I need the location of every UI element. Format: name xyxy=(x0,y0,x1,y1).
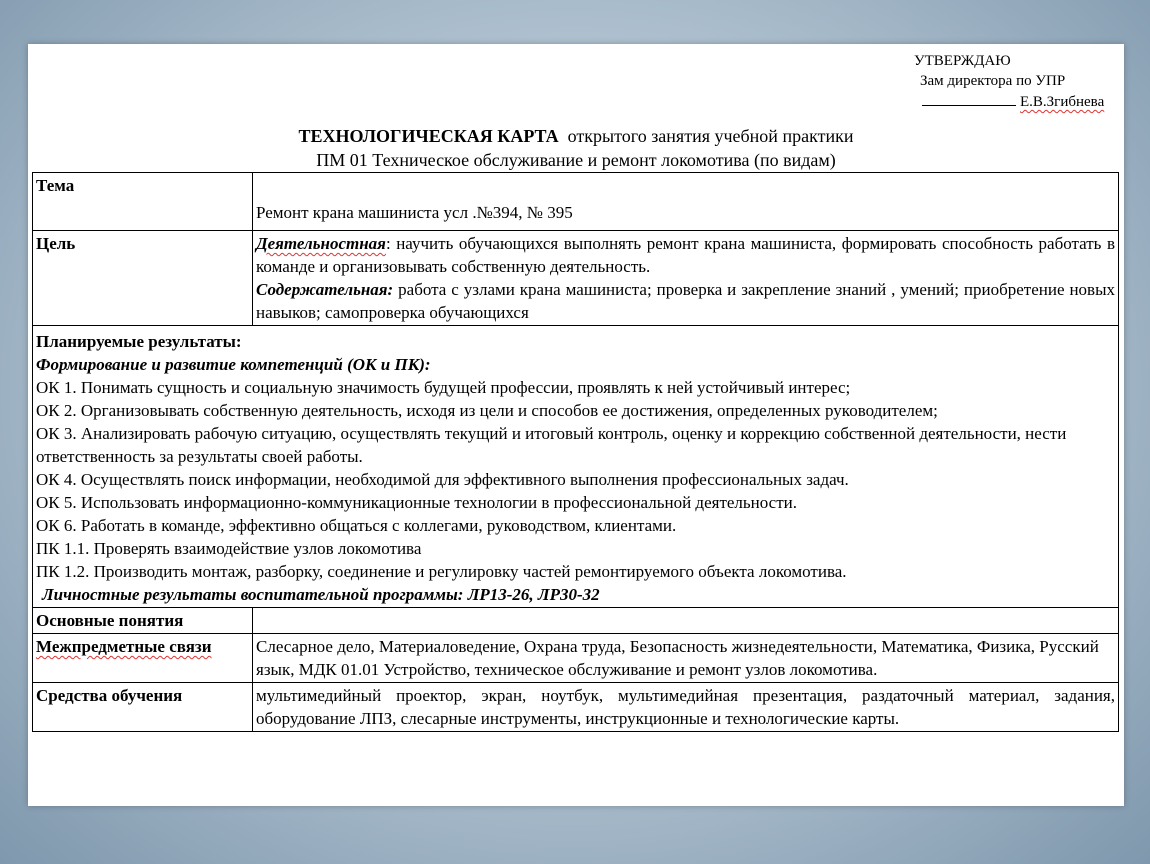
list-item: ОК 1. Понимать сущность и социальную значимость будущей профессии, проявлять к ней устойчивый интерес; xyxy=(36,378,851,397)
concepts-value xyxy=(253,608,1119,634)
goal-activity-text: : научить обучающихся выполнять ремонт крана машиниста, формировать способность работать в команде и организовывать собственную деятельность. xyxy=(256,234,1115,276)
interdisciplinary-value: Слесарное дело, Материаловедение, Охрана труда, Безопасность жизнедеятельности, Математика, Физика, Русский язык, МДК 01.01 Устройство, техническое обслуживание и ремонт узлов локомотива. xyxy=(253,634,1119,683)
interdisciplinary-label-text: Межпредметные связи xyxy=(36,637,212,656)
list-item: ОК 2. Организовывать собственную деятельность, исходя из цели и способов ее достижения, определенных руководителем; xyxy=(36,401,938,420)
interdisciplinary-label xyxy=(33,634,253,683)
list-item: ОК 6. Работать в команде, эффективно общаться с коллегами, руководством, клиентами. xyxy=(36,516,677,535)
personal-results: Личностные результаты воспитательной программы: ЛР13-26, ЛР30-32 xyxy=(42,585,600,604)
table-row xyxy=(33,683,1119,732)
table-row xyxy=(33,326,1119,608)
means-label: Средства обучения xyxy=(33,683,253,732)
approval-title: УТВЕРЖДАЮ xyxy=(914,53,1011,69)
table-row xyxy=(33,231,1119,326)
goal-label: Цель xyxy=(33,231,253,326)
list-item: ОК 5. Использовать информационно-коммуникационные технологии в профессиональной деятельности. xyxy=(36,493,797,512)
table-row xyxy=(33,173,1119,231)
table-row xyxy=(33,634,1119,683)
document-page xyxy=(28,44,1124,806)
title-bold: ТЕХНОЛОГИЧЕСКАЯ КАРТА xyxy=(298,126,559,146)
approval-position: Зам директора по УПР xyxy=(920,73,1066,89)
results-title: Планируемые результаты: xyxy=(36,332,242,351)
list-item: ОК 3. Анализировать рабочую ситуацию, осуществлять текущий и итоговый контроль, оценку и коррекцию собственной деятельности, нести ответственность за результаты своей работы. xyxy=(36,424,1067,466)
approval-signature-line xyxy=(914,91,1114,112)
topic-text: Ремонт крана машиниста усл .№394, № 395 xyxy=(256,203,573,222)
signature-line xyxy=(922,91,1016,106)
list-item: ПК 1.2. Производить монтаж, разборку, соединение и регулировку частей ремонтируемого объекта локомотива. xyxy=(36,562,847,581)
table-row xyxy=(33,608,1119,634)
list-item: ПК 1.1. Проверять взаимодействие узлов локомотива xyxy=(36,539,422,558)
results-cell xyxy=(33,326,1119,608)
list-item: ОК 4. Осуществлять поиск информации, необходимой для эффективного выполнения профессиональных задач. xyxy=(36,470,849,489)
goal-content-text: работа с узлами крана машиниста; проверка и закрепление знаний , умений; приобретение новых навыков; самопроверка обучающихся xyxy=(256,280,1115,322)
results-subtitle: Формирование и развитие компетенций (ОК и ПК): xyxy=(36,355,431,374)
goal-content-title: Содержательная: xyxy=(256,280,394,299)
tech-card-table xyxy=(32,172,1119,732)
means-value: мультимедийный проектор, экран, ноутбук, мультимедийная презентация, раздаточный материал, задания, оборудование ЛПЗ, слесарные инструменты, инструкционные и технологические карты. xyxy=(253,683,1119,732)
concepts-label: Основные понятия xyxy=(33,608,253,634)
approval-name: Е.В.Згибнева xyxy=(1020,94,1105,110)
goal-activity-title: Деятельностная xyxy=(256,234,386,253)
topic-value xyxy=(253,173,1119,231)
title-rest: открытого занятия учебной практики xyxy=(567,126,854,146)
goal-value xyxy=(253,231,1119,326)
document-title xyxy=(28,124,1124,172)
topic-label: Тема xyxy=(33,173,253,231)
approval-block xyxy=(914,51,1114,112)
title-subtitle: ПМ 01 Техническое обслуживание и ремонт локомотива (по видам) xyxy=(316,150,836,170)
